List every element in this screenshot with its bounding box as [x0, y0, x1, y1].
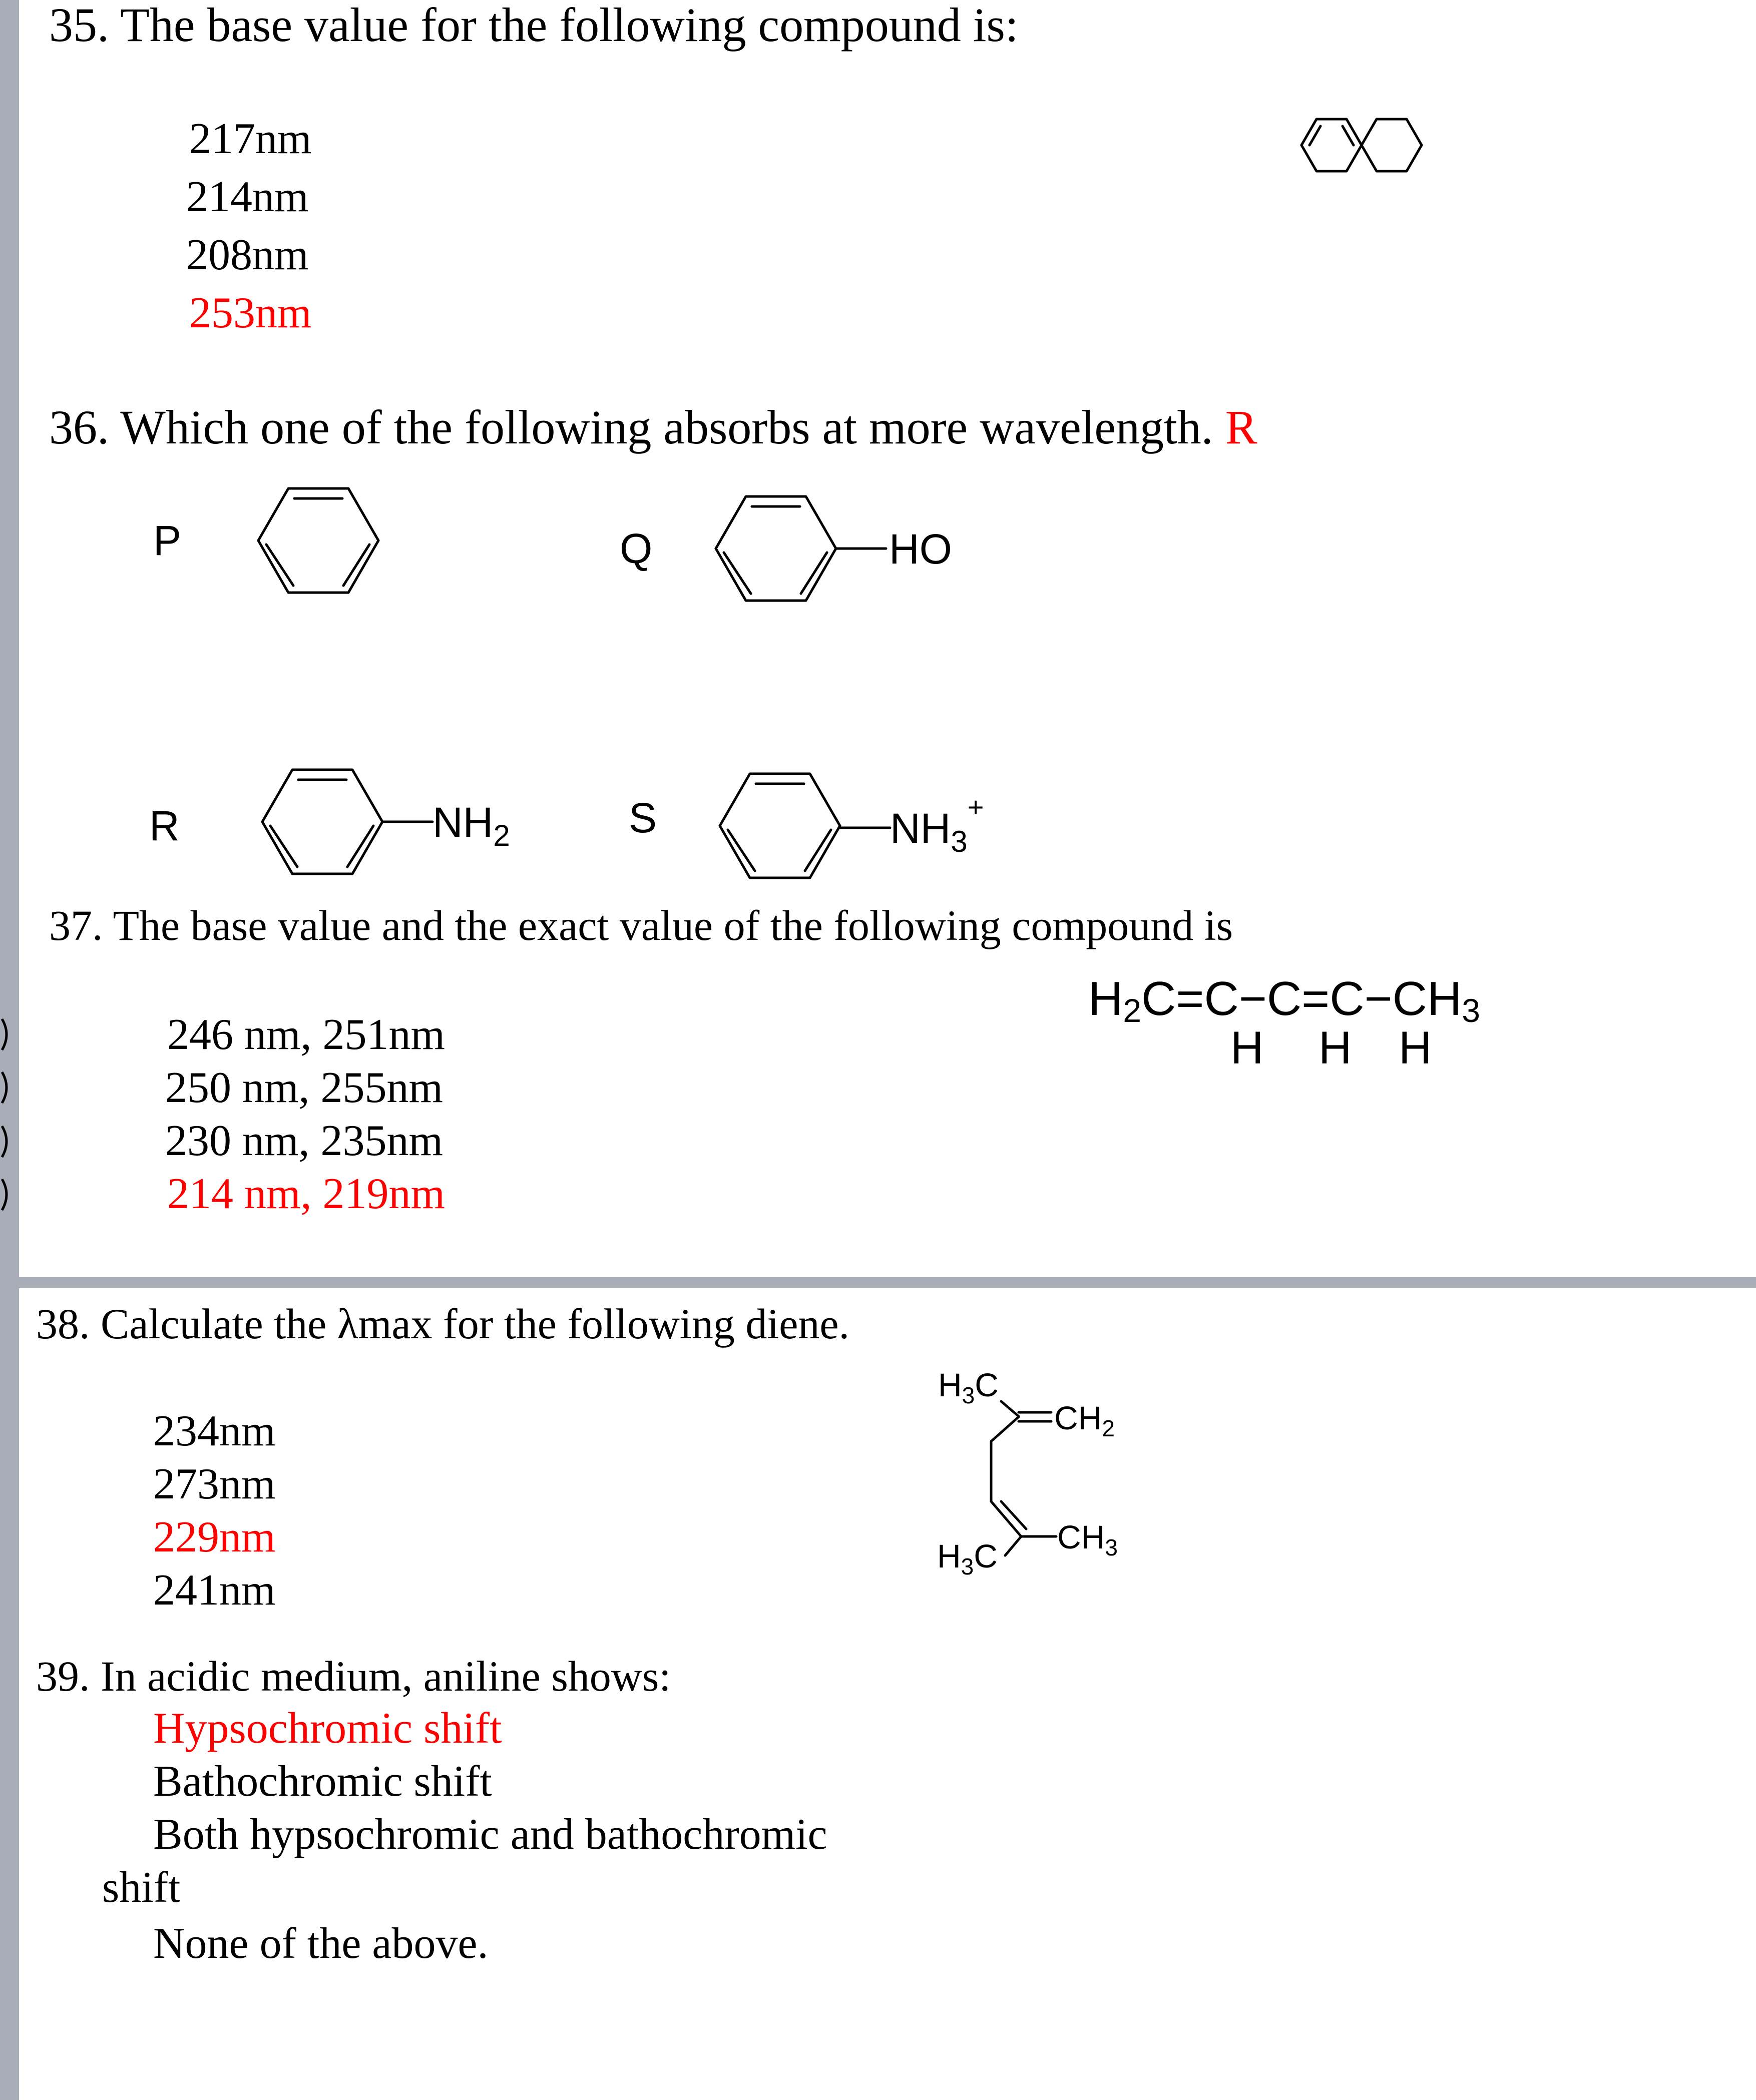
label-s: S: [629, 794, 657, 841]
hydroxyl-label: HO: [889, 526, 952, 573]
substituted-diene-structure: [931, 1351, 1141, 1582]
amino-sub: 2: [493, 819, 510, 852]
h3c-top-sub: 3: [962, 1382, 975, 1408]
label-r: R: [149, 802, 180, 849]
h3c-top-h: H: [938, 1366, 962, 1403]
formula-h-2: H: [1319, 1022, 1352, 1074]
q36-question: 36. Which one of the following absorbs at more wavelength.: [49, 400, 1213, 454]
bond-h3c-bottom: [1005, 1536, 1021, 1555]
ch2-label: [1054, 1399, 1115, 1441]
h3c-top-label: [938, 1366, 999, 1408]
aniline-ring: [262, 770, 382, 874]
benzene-structure: [253, 480, 388, 601]
q38-option-b: 273nm: [153, 1460, 276, 1508]
label-p: P: [153, 517, 182, 564]
h3c-bottom-h: H: [937, 1537, 961, 1574]
aniline-structure: [257, 762, 538, 882]
q37-option-c: 230 nm, 235nm: [165, 1117, 443, 1165]
amino-label: [432, 799, 510, 852]
h3c-top-c: C: [975, 1366, 999, 1403]
ch3-label: [1057, 1518, 1118, 1560]
ammonium-label: [890, 791, 984, 858]
ammonium-nh: NH: [890, 805, 951, 852]
q35-option-b: 214nm: [186, 173, 309, 221]
formula-h-sub: 2: [1123, 992, 1142, 1029]
phenol-structure: [711, 488, 971, 609]
formula-h: H: [1088, 972, 1123, 1025]
paren-marker: [0, 1070, 13, 1105]
anilinium-structure: [715, 766, 995, 886]
benzene-ring: [258, 488, 378, 593]
q38-option-a: 234nm: [153, 1407, 276, 1455]
q39-option-b: Bathochromic shift: [153, 1757, 492, 1806]
q36-answer: R: [1225, 400, 1257, 454]
diene-formula: [1088, 972, 1480, 1029]
formula-ch3-sub: 3: [1462, 992, 1480, 1029]
double-bond-inner: [1001, 1501, 1026, 1529]
q37-option-a: 246 nm, 251nm: [167, 1010, 445, 1059]
ch3-ch: CH: [1057, 1518, 1105, 1555]
bond-upper: [991, 1417, 1019, 1441]
q37-option-d: 214 nm, 219nm: [167, 1170, 445, 1218]
amino-nh: NH: [432, 799, 494, 846]
q39-option-c-wrap: shift: [102, 1863, 181, 1912]
ch2-sub: 2: [1102, 1415, 1115, 1441]
h3c-bottom-c: C: [974, 1537, 998, 1574]
paren-marker: [0, 1124, 13, 1159]
formula-h-3: H: [1399, 1022, 1432, 1074]
paren-marker: [0, 1177, 13, 1212]
q37-option-b: 250 nm, 255nm: [165, 1064, 443, 1112]
q35-option-c: 208nm: [186, 231, 309, 279]
bicyclic-diene-structure: [1291, 105, 1432, 185]
q35-option-a: 217nm: [189, 115, 312, 163]
q35-option-d: 253nm: [189, 289, 312, 337]
label-q: Q: [620, 525, 653, 572]
h3c-bottom-sub: 3: [961, 1553, 974, 1580]
h3c-bottom-label: [937, 1537, 998, 1580]
ammonium-sub: 3: [951, 825, 968, 858]
ring-right: [1362, 119, 1422, 171]
ammonium-charge: +: [967, 791, 984, 823]
q38-option-d: 241nm: [153, 1566, 276, 1615]
formula-h-1: H: [1230, 1022, 1264, 1074]
paren-marker: [0, 1017, 13, 1052]
anilinium-ring: [720, 774, 840, 878]
q35-text: 35. The base value for the following compound is:: [49, 0, 1019, 52]
q39-option-c: Both hypsochromic and bathochromic: [153, 1810, 827, 1859]
phenol-ring: [716, 496, 836, 601]
ch3-sub: 3: [1105, 1534, 1118, 1560]
section-divider: [19, 1277, 1756, 1288]
q38-option-c: 229nm: [153, 1513, 276, 1561]
q36-text: [49, 400, 1257, 454]
q39-option-d: None of the above.: [153, 1919, 489, 1968]
formula-chain: C=C−C=C−CH: [1141, 972, 1462, 1025]
q38-text: 38. Calculate the λmax for the following diene.: [36, 1300, 850, 1348]
q39-option-a: Hypsochromic shift: [153, 1704, 502, 1753]
bond-h3c-top: [1001, 1401, 1019, 1416]
ch2-ch: CH: [1054, 1399, 1102, 1436]
q39-text: 39. In acidic medium, aniline shows:: [36, 1652, 671, 1700]
q37-text: 37. The base value and the exact value of the following compound is: [49, 901, 1233, 949]
